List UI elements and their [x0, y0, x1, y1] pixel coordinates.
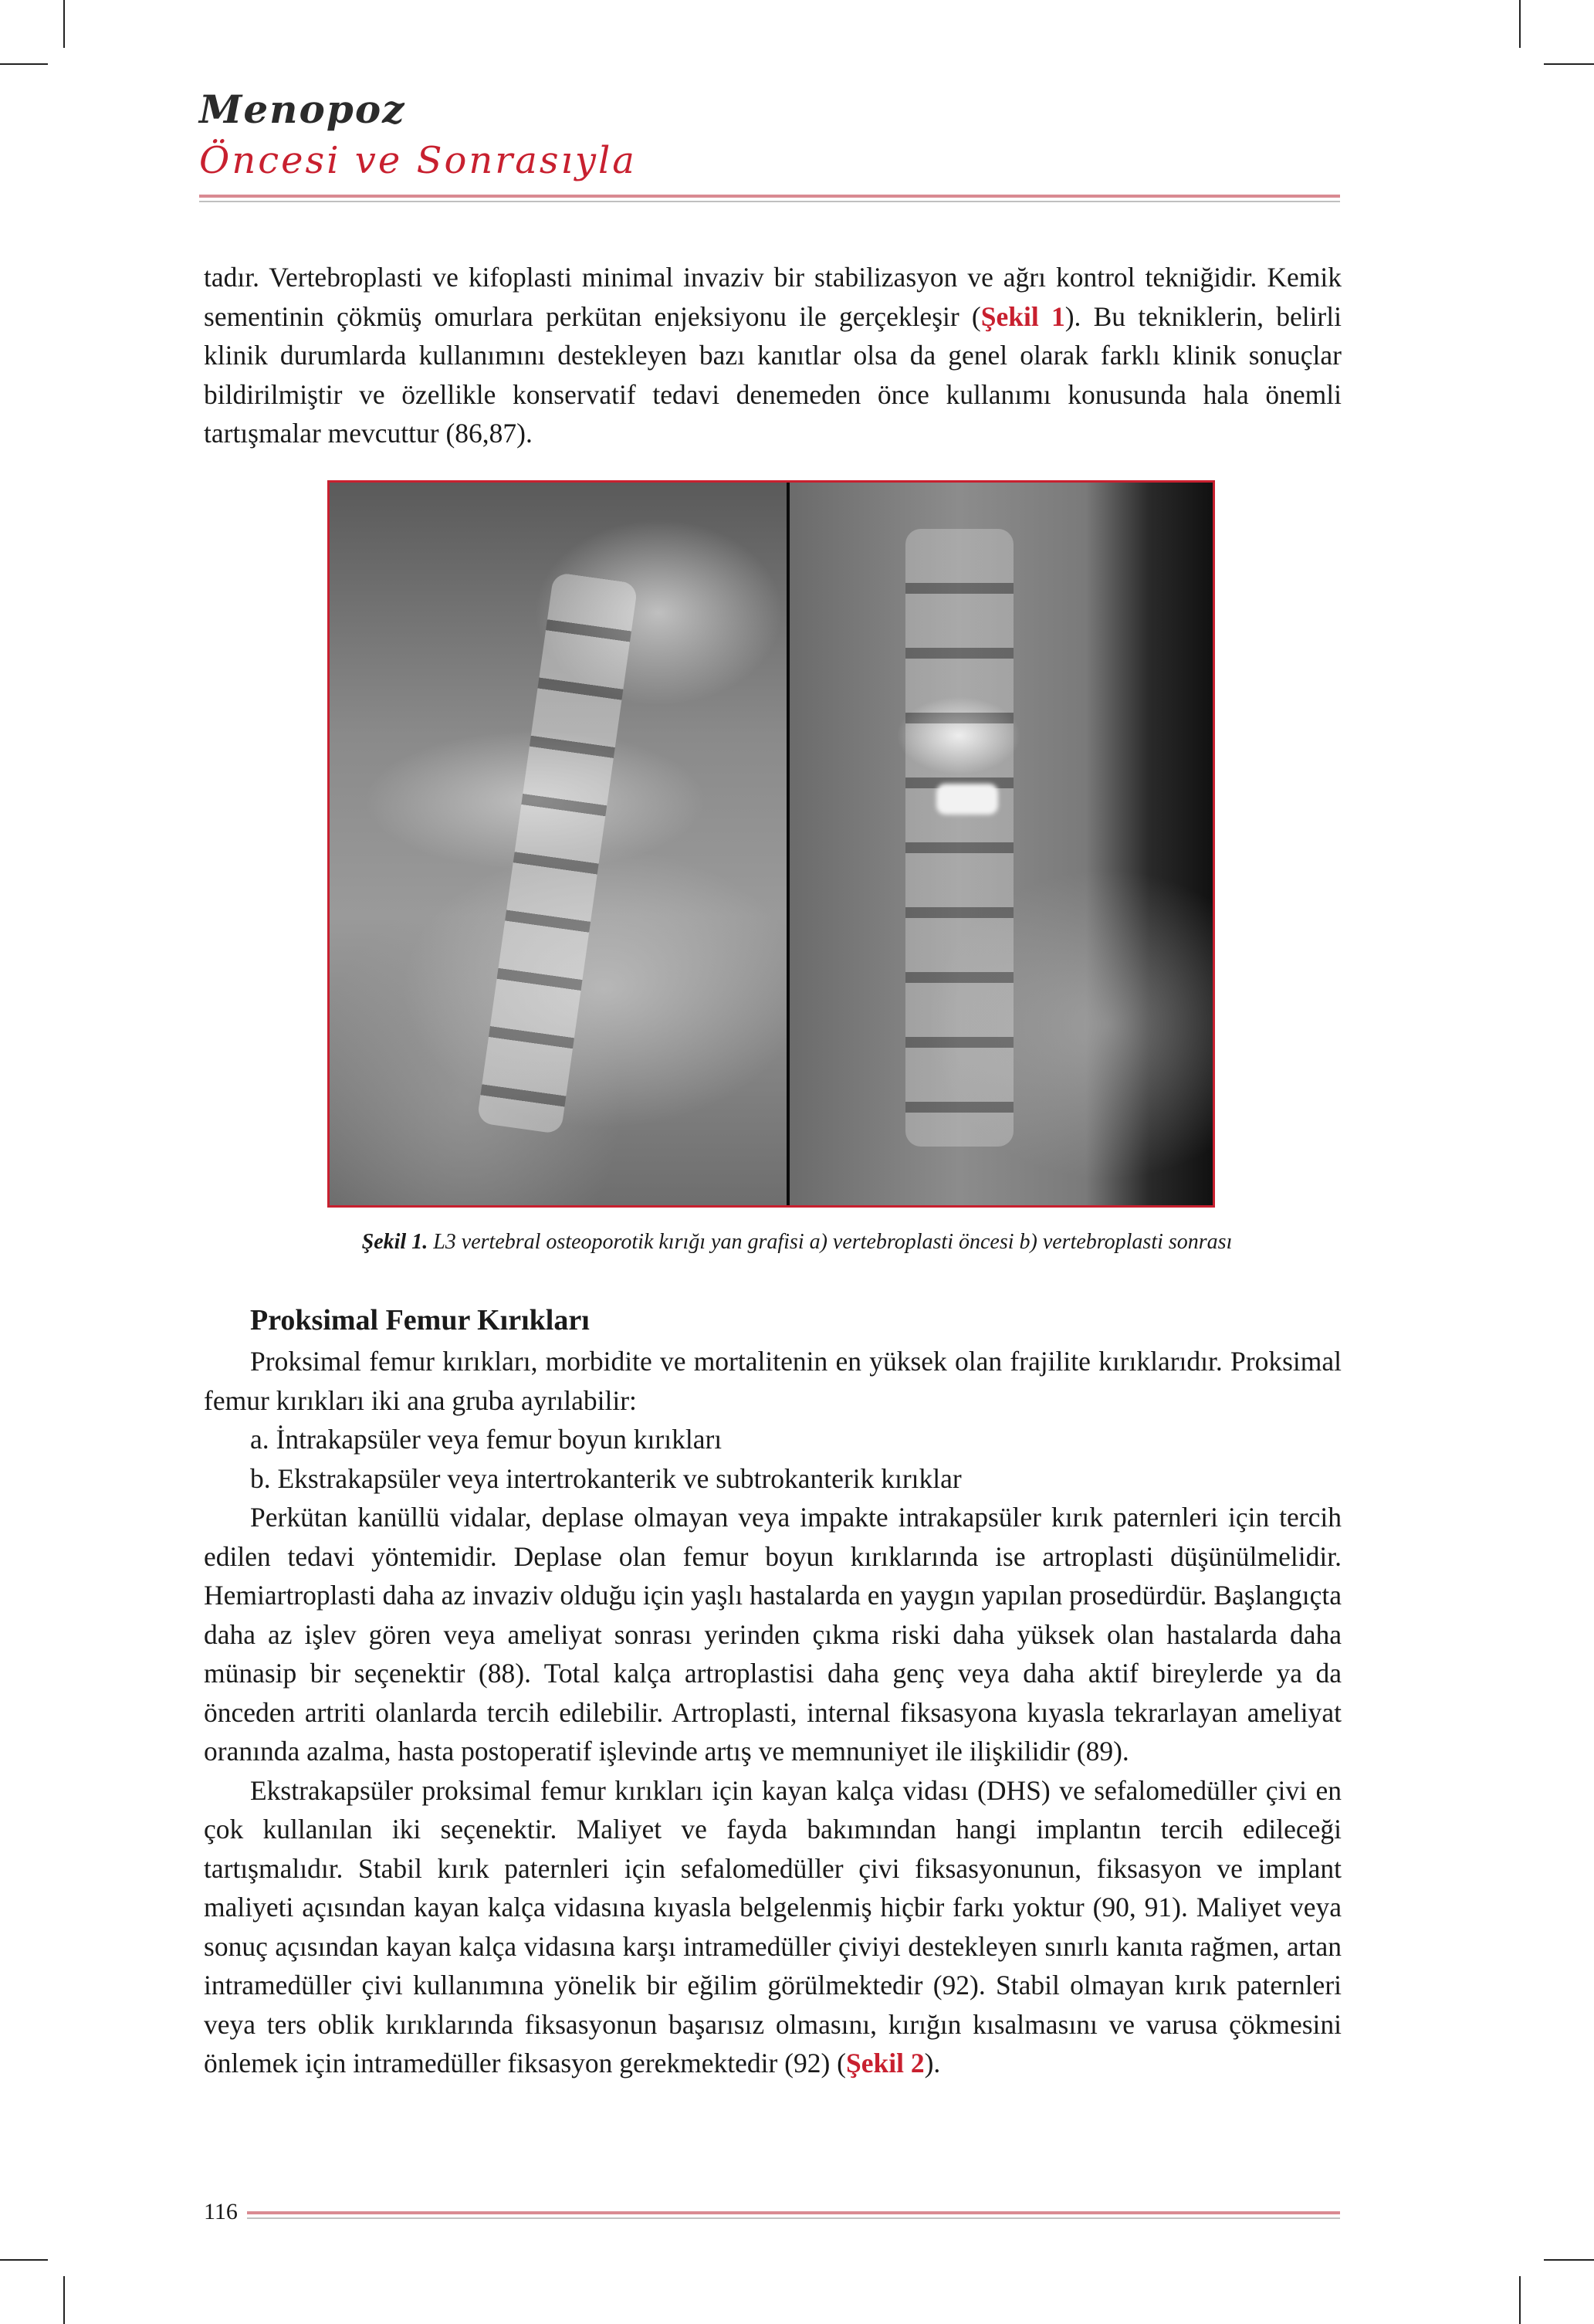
paragraph-text: ). Bu tekniklerin, belirli klinik durumlarda kullanımını destekleyen bazı kanıtlar olsa da genel olarak farklı klinik sonuçlar bildirilmiştir ve özellikle konservatif tedavi denemeden önce kullanımı konusunda hala önemli tartışmalar mevcuttur (86,87). — [204, 300, 1342, 449]
crop-mark — [1544, 2259, 1594, 2261]
paragraph — [204, 1771, 1342, 2083]
crop-mark — [63, 0, 65, 48]
paragraph: Proksimal femur kırıkları, morbidite ve mortalitenin en yüksek olan frajilite kırıklarıdır. Proksimal femur kırıkları iki ana gruba ayrılabilir: — [204, 1346, 1342, 1416]
paragraph-text: tadır. Vertebroplasti ve kifoplasti minimal invaziv bir stabilizasyon ve ağrı kontrol tekniğidir. Kemik sementinin çökmüş omurlara perkütan enjeksiyonu ile gerçekleşir ( — [204, 262, 1342, 332]
header-rule — [199, 195, 1340, 198]
xray-image-after — [790, 483, 1213, 1205]
crop-mark — [1519, 0, 1521, 48]
figure-reference-link[interactable]: Şekil 1 — [980, 300, 1065, 332]
figure-caption-label: Şekil 1. — [361, 1230, 428, 1254]
body-text-section — [204, 1342, 1342, 2083]
header-rule-secondary — [199, 201, 1340, 202]
footer-rule — [247, 2211, 1340, 2214]
running-header-subtitle: Öncesi ve Sonrasıyla — [199, 139, 637, 182]
paragraph: Perkütan kanüllü vidalar, deplase olmayan veya impakte intrakapsüler kırık paternleri için tercih edilen tedavi yöntemidir. Deplase olan femur boyun kırıklarında ise artroplasti düşünülmelidir. Hemiartroplasti daha az invaziv olduğu için yaşlı hastalarda en yaygın yapılan prosedürdür. Başlangıçta daha az işlev gören veya ameliyat sonrası yerinden çıkma riski daha yüksek olan hastalarda daha münasip bir seçenektir (88). Total kalça artroplastisi daha genç veya daha aktif bireylerde ya da önceden artriti olanlarda tercih edilebilir. Artroplasti, internal fiksasyona kıyasla tekrarlayan ameliyat oranında azalma, hasta postoperatif işlevinde artış ve memnuniyet ile ilişkilidir (89). — [204, 1502, 1342, 1767]
figure-caption — [0, 1230, 1594, 1255]
footer-rule-secondary — [247, 2217, 1340, 2219]
figure-xray — [327, 480, 1215, 1208]
figure-caption-text: L3 vertebral osteoporotik kırığı yan grafisi a) vertebroplasti öncesi b) vertebroplasti sonrası — [428, 1230, 1233, 1254]
crop-mark — [63, 2276, 65, 2324]
xray-image-before — [330, 483, 787, 1205]
section-heading: Proksimal Femur Kırıkları — [250, 1304, 590, 1336]
paragraph — [204, 258, 1342, 453]
crop-mark — [0, 2259, 48, 2261]
crop-mark — [1544, 63, 1594, 65]
list-item: a. İntrakapsüler veya femur boyun kırıkları — [250, 1424, 723, 1455]
paragraph-text: ). — [924, 2048, 941, 2078]
paragraph-text: Ekstrakapsüler proksimal femur kırıkları için kayan kalça vidası (DHS) ve sefalomedüller çivi en çok kullanılan iki seçenektir. Maliyet ve fayda bakımından hangi implantın tercih edileceği tartışmalıdır. Stabil kırık paternleri için sefalomedüller çivi fiksasyonunun, fiksasyon ve implant maliyeti açısından kayan kalça vidasına kıyasla belgelenmiş hiçbir farkı yoktur (90, 91). Maliyet veya sonuç açısından kayan kalça vidasına karşı intramedüller çiviyi destekleyen sınırlı kanıta rağmen, artan intramedüller çivi kullanımına yönelik bir eğilim görülmektedir (92). Stabil olmayan kırık paternleri veya ters oblik kırıklarında fiksasyonun başarısız olmasını, kırığın kısalmasını ve varusa çökmesini önlemek için intramedüller fiksasyon gerekmektedir (92) ( — [204, 1774, 1342, 2078]
running-header-title: Menopoz — [199, 86, 406, 132]
page-number: 116 — [204, 2199, 238, 2224]
list-item: b. Ekstrakapsüler veya intertrokanterik ve subtrokanterik kırıklar — [250, 1462, 962, 1494]
crop-mark — [1519, 2276, 1521, 2324]
body-text-top — [204, 258, 1342, 453]
figure-reference-link[interactable]: Şekil 2 — [846, 2048, 925, 2078]
crop-mark — [0, 63, 48, 65]
